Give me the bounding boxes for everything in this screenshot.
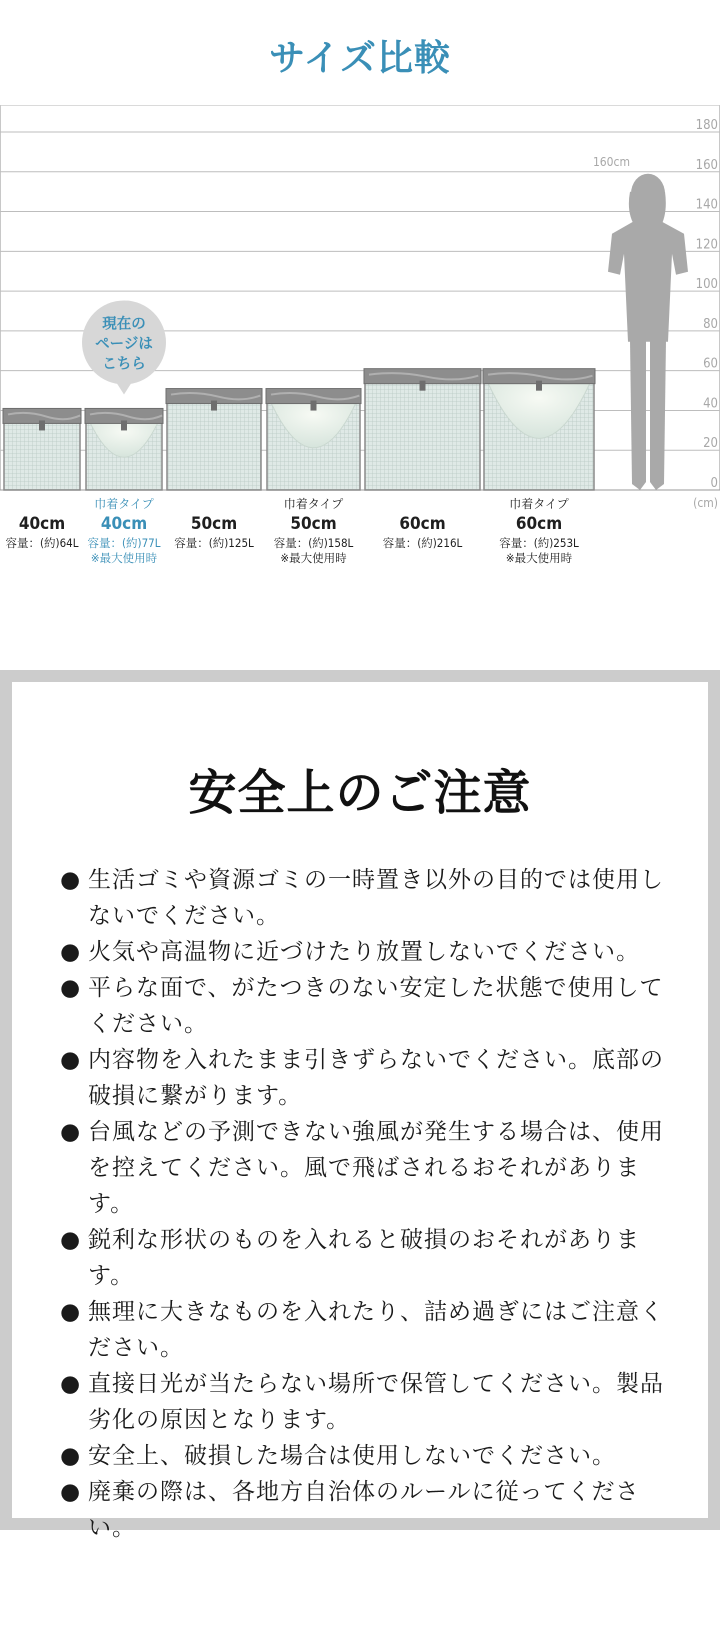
safety-notice-text: 台風などの予測できない強風が発生する場合は、使用を控えてください。風で飛ばされるおそれがあります。 (88, 1119, 664, 1217)
safety-notice-panel (12, 682, 708, 1541)
product-size-label: 60cm (515, 514, 563, 534)
bullet-icon: ● (60, 1479, 82, 1505)
marker-text-line: 現在の (102, 316, 146, 333)
bin (266, 389, 361, 490)
product-type-label: 巾着タイプ (509, 497, 569, 511)
y-tick-label: 160 (695, 157, 718, 173)
size-comparison-chart (0, 105, 720, 580)
person-body (608, 222, 688, 342)
safety-notice-item (60, 1366, 680, 1438)
product-capacity-label: 容量：(約)77L (87, 536, 161, 550)
y-tick-label: 20 (703, 436, 718, 452)
product-size-label: 40cm (100, 514, 148, 534)
product-size-label: 60cm (399, 514, 446, 534)
product-type-label: 巾着タイプ (94, 497, 154, 511)
product-capacity-label: 容量：(約)158L (273, 536, 354, 550)
bin (364, 369, 481, 490)
bullet-icon: ● (60, 1047, 82, 1073)
y-tick-label: 100 (695, 277, 718, 293)
product-labels (6, 496, 580, 565)
person-height-label: 160cm (592, 154, 630, 169)
bin-handle (536, 381, 542, 391)
safety-notice-item (60, 1438, 680, 1474)
product-note-label: ※最大使用時 (280, 551, 347, 565)
product-capacity-label: 容量：(約)253L (499, 536, 579, 550)
product-note-label: ※最大使用時 (505, 551, 573, 565)
marker-pointer (115, 380, 133, 394)
y-axis-ticks (693, 118, 718, 510)
bullet-icon: ● (60, 867, 82, 893)
safety-notice-item (60, 1474, 680, 1546)
y-tick-label: 120 (695, 237, 718, 253)
bullet-icon: ● (60, 1227, 82, 1253)
bullet-icon: ● (60, 939, 82, 965)
product-size-label: 50cm (290, 514, 337, 534)
bullet-icon: ● (60, 1371, 82, 1397)
product-size-label: 50cm (190, 514, 238, 534)
bin-handle (121, 420, 127, 430)
y-tick-label: 60 (703, 356, 718, 372)
safety-notice-list (60, 862, 680, 1546)
bullet-icon: ● (60, 975, 82, 1001)
safety-notice-text: 無理に大きなものを入れたり、詰め過ぎにはご注意ください。 (88, 1299, 664, 1361)
bullet-icon: ● (60, 1443, 82, 1469)
bin (85, 408, 163, 490)
person-left-leg (630, 340, 646, 490)
safety-notice-text: 平らな面で、がたつきのない安定した状態で使用してください。 (88, 975, 664, 1037)
marker-text-line: こちら (102, 356, 146, 373)
safety-notice-item (60, 1294, 680, 1366)
bin (3, 408, 81, 490)
bin-handle (211, 401, 217, 411)
bin-handle (39, 420, 45, 430)
y-tick-label: 180 (695, 118, 718, 133)
current-page-marker (82, 300, 166, 394)
safety-notice-title: 安全上のご注意 (188, 765, 532, 821)
safety-notice-text: 生活ゴミや資源ゴミの一時置き以外の目的では使用しないでください。 (88, 867, 664, 929)
safety-notice-text: 内容物を入れたまま引きずらないでください。底部の破損に繋がります。 (88, 1047, 664, 1109)
product-note-label: ※最大使用時 (90, 551, 158, 565)
bullet-icon: ● (60, 1299, 82, 1325)
bin (166, 389, 262, 490)
product-type-label: 巾着タイプ (283, 497, 344, 511)
size-comparison-title: サイズ比較 (268, 38, 452, 79)
bin (483, 369, 595, 490)
y-axis-unit: (cm) (693, 496, 718, 510)
bin-handle (311, 401, 317, 411)
safety-notice-text: 廃棄の際は、各地方自治体のルールに従ってください。 (88, 1479, 640, 1541)
safety-notice-item (60, 1042, 680, 1114)
marker-bubble (82, 300, 166, 394)
person-silhouette (593, 155, 688, 490)
product-capacity-label: 容量：(約)64L (5, 536, 79, 550)
person-figure (608, 174, 688, 490)
y-tick-label: 80 (703, 316, 718, 332)
safety-notice-text: 火気や高温物に近づけたり放置しないでください。 (88, 939, 640, 965)
safety-notice-text: 鋭利な形状のものを入れると破損のおそれがあります。 (88, 1227, 640, 1289)
product-capacity-label: 容量：(約)216L (382, 536, 463, 550)
product-size-label: 40cm (18, 514, 66, 534)
marker-text-line: ページは (95, 336, 153, 353)
bullet-icon: ● (60, 1119, 82, 1145)
safety-notice-item (60, 970, 680, 1042)
y-tick-label: 140 (695, 197, 718, 213)
y-tick-label: 0 (710, 476, 718, 491)
bin-handle (420, 381, 426, 391)
safety-notice-item (60, 862, 680, 934)
safety-notice-section (0, 670, 720, 1541)
product-bins (3, 369, 595, 490)
y-tick-label: 40 (703, 396, 718, 412)
safety-notice-text: 直接日光が当たらない場所で保管してください。製品劣化の原因となります。 (88, 1371, 664, 1433)
safety-notice-text: 安全上、破損した場合は使用しないでください。 (88, 1443, 616, 1469)
safety-notice-item (60, 1222, 680, 1294)
safety-notice-item (60, 934, 680, 970)
product-capacity-label: 容量：(約)125L (174, 536, 254, 550)
safety-notice-item (60, 1114, 680, 1222)
person-right-leg (650, 340, 666, 490)
